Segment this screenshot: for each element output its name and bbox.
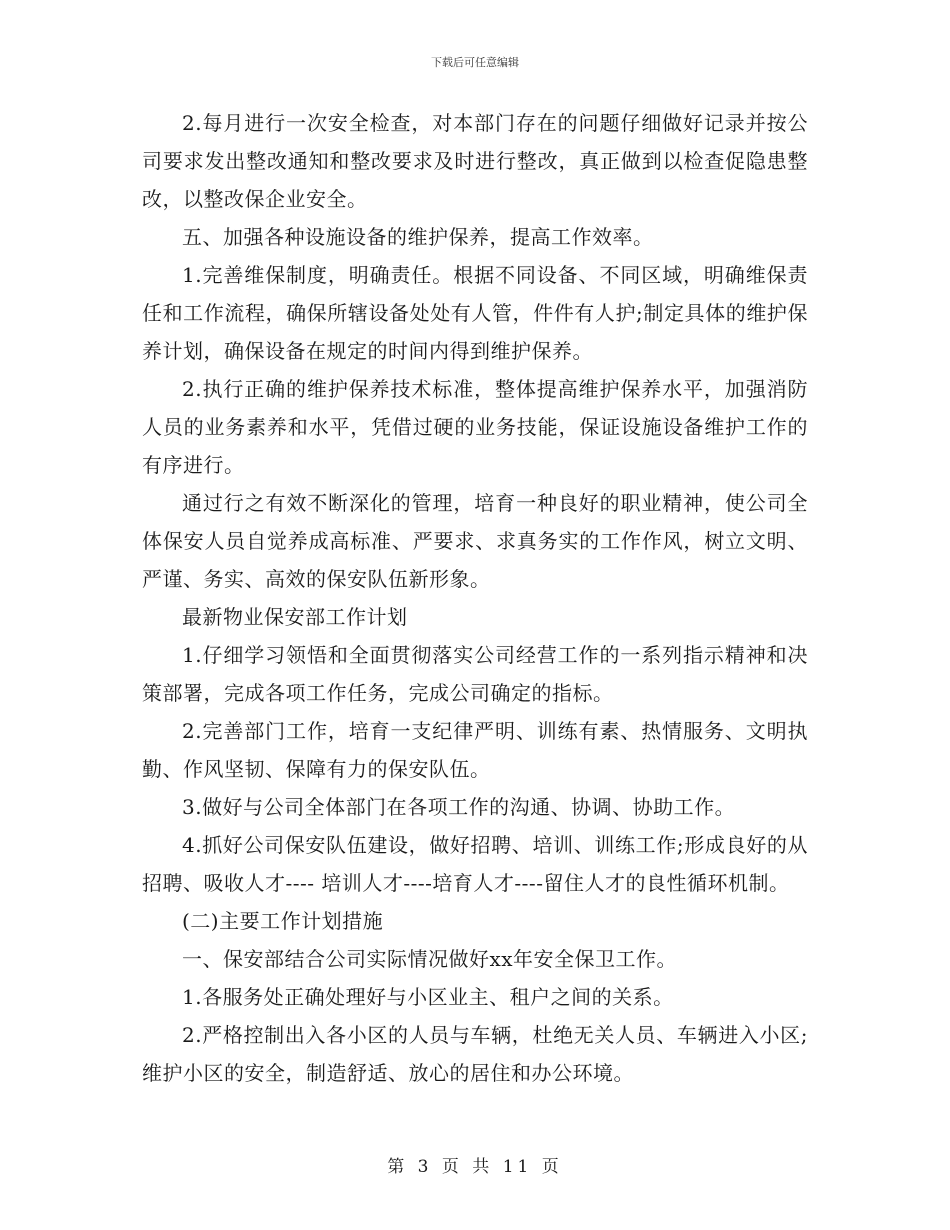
section-title: 最新物业保安部工作计划 (182, 605, 408, 629)
paragraph: 2.执行正确的维护保养技术标准，整体提高维护保养水平，加强消防人员的业务素养和水平，凭借过硬的业务技能，保证设施设备维护工作的有序进行。 (142, 377, 808, 477)
section-heading: 五、加强各种设施设备的维护保养，提高工作效率。 (182, 225, 654, 249)
section-heading: (二)主要工作计划措施 (182, 909, 384, 933)
paragraph: 通过行之有效不断深化的管理，培育一种良好的职业精神，使公司全体保安人员自觉养成高标准、严要求、求真务实的工作作风，树立文明、严谨、务实、高效的保安队伍新形象。 (142, 491, 808, 591)
paragraph: 2.每月进行一次安全检查，对本部门存在的问题仔细做好记录并按公司要求发出整改通知和整改要求及时进行整改，真正做到以检查促隐患整改，以整改保企业安全。 (142, 111, 808, 211)
paragraph: 4.抓好公司保安队伍建设，做好招聘、培训、训练工作;形成良好的从招聘、吸收人才---- 培训人才----培育人才----留住人才的良性循环机制。 (142, 833, 808, 895)
section-heading: 一、保安部结合公司实际情况做好xx年安全保卫工作。 (182, 947, 678, 971)
paragraph: 1.仔细学习领悟和全面贯彻落实公司经营工作的一系列指示精神和决策部署，完成各项工作任务，完成公司确定的指标。 (142, 643, 808, 705)
body-text (142, 104, 808, 1092)
paragraph: 3.做好与公司全体部门在各项工作的沟通、协调、协助工作。 (182, 795, 736, 819)
header-note: 下载后可任意编辑 (431, 56, 519, 69)
page-number-footer: 第 3 页 共 11 页 (387, 1157, 563, 1177)
paragraph: 1.各服务处正确处理好与小区业主、租户之间的关系。 (182, 985, 674, 1009)
paragraph: 2.完善部门工作，培育一支纪律严明、训练有素、热情服务、文明执勤、作风坚韧、保障有力的保安队伍。 (142, 719, 808, 781)
paragraph: 1.完善维保制度，明确责任。根据不同设备、不同区域，明确维保责任和工作流程，确保所辖设备处处有人管，件件有人护;制定具体的维护保养计划，确保设备在规定的时间内得到维护保养。 (142, 263, 808, 363)
paragraph: 2.严格控制出入各小区的人员与车辆，杜绝无关人员、车辆进入小区;维护小区的安全，制造舒适、放心的居住和办公环境。 (142, 1023, 808, 1085)
